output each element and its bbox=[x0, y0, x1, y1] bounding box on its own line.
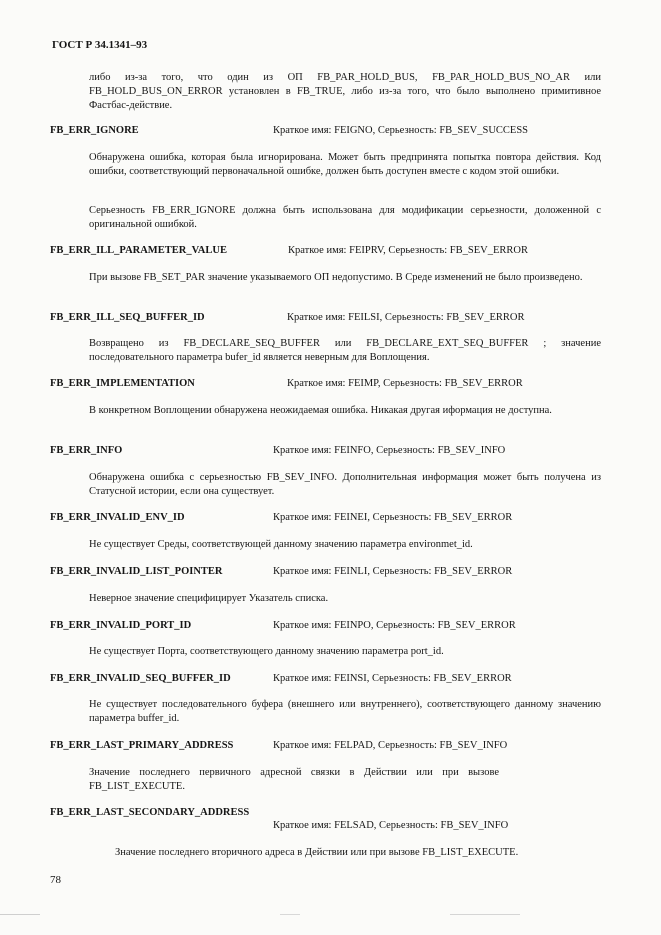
entry-name-fb-err-invalid-port-id: FB_ERR_INVALID_PORT_ID bbox=[50, 620, 192, 631]
entry-description: Обнаружена ошибка с серьезностью FB_SEV_INFO. Дополнительная информация может быть получена из Статусной истории, если она существует. bbox=[89, 472, 601, 497]
page-header: ГОСТ Р 34.1341–93 bbox=[52, 39, 148, 51]
entry-description: Обнаружена ошибка, которая была игнорирована. Может быть предпринята попытка повтора действия. Код ошибки, соответствующий первоначальной ошибке, должен быть доступен вместе с кодом этой ошибки. bbox=[89, 152, 601, 177]
entry-name-fb-err-info: FB_ERR_INFO bbox=[50, 445, 123, 456]
entry-name-fb-err-ill-seq-buffer-id: FB_ERR_ILL_SEQ_BUFFER_ID bbox=[50, 312, 205, 323]
entry-meta: Краткое имя: FEILSI, Серьезность: FB_SEV_ERROR bbox=[287, 312, 525, 323]
page-number: 78 bbox=[50, 874, 61, 886]
entry-description: Возвращено из FB_DECLARE_SEQ_BUFFER или FB_DECLARE_EXT_SEQ_BUFFER ; значение последовательного параметра bufer_id является неверным для Воплощения. bbox=[89, 338, 601, 363]
entry-description: Значение последнего первичного адресной связки в Действии или при вызове FB_LIST_EXECUTE. bbox=[89, 767, 499, 792]
entry-description: Не существует Среды, соответствующей данному значению параметра environmet_id. bbox=[89, 539, 473, 550]
entry-meta: Краткое имя: FELPAD, Серьезность: FB_SEV_INFO bbox=[273, 740, 508, 751]
intro-paragraph: либо из-за того, что один из ОП FB_PAR_HOLD_BUS, FB_PAR_HOLD_BUS_NO_AR или FB_HOLD_BUS_ON_ERROR установлен в FB_TRUE, либо из-за того, что было выполнено примитивное Фастбас-действие. bbox=[89, 72, 601, 111]
entry-name-fb-err-last-secondary-address: FB_ERR_LAST_SECONDARY_ADDRESS bbox=[50, 807, 250, 818]
entry-meta: Краткое имя: FEINSI, Серьезность: FB_SEV_ERROR bbox=[273, 673, 512, 684]
entry-name-fb-err-invalid-list-pointer: FB_ERR_INVALID_LIST_POINTER bbox=[50, 566, 223, 577]
entry-name-fb-err-implementation: FB_ERR_IMPLEMENTATION bbox=[50, 378, 195, 389]
entry-name-fb-err-invalid-seq-buffer-id: FB_ERR_INVALID_SEQ_BUFFER_ID bbox=[50, 673, 231, 684]
entry-meta: Краткое имя: FEINPO, Серьезность: FB_SEV_ERROR bbox=[273, 620, 516, 631]
entry-meta: Краткое имя: FEINFO, Серьезность: FB_SEV_INFO bbox=[273, 445, 506, 456]
entry-meta: Краткое имя: FELSAD, Серьезность: FB_SEV_INFO bbox=[273, 820, 509, 831]
entry-meta: Краткое имя: FEIPRV, Серьезность: FB_SEV_ERROR bbox=[288, 245, 528, 256]
entry-description: Неверное значение специфицирует Указатель списка. bbox=[89, 593, 329, 604]
entry-meta: Краткое имя: FEINEI, Серьезность: FB_SEV_ERROR bbox=[273, 512, 513, 523]
entry-description: Не существует Порта, соответствующего данному значению параметра port_id. bbox=[89, 646, 444, 657]
scan-edge-rule bbox=[0, 914, 661, 915]
entry-meta: Краткое имя: FEIMP, Серьезность: FB_SEV_ERROR bbox=[287, 378, 523, 389]
entry-name-fb-err-last-primary-address: FB_ERR_LAST_PRIMARY_ADDRESS bbox=[50, 740, 234, 751]
entry-description: Не существует последовательного буфера (внешнего или внутреннего), соответствующего данному значению параметра buffer_id. bbox=[89, 699, 601, 724]
entry-description: В конкретном Воплощении обнаружена неожидаемая ошибка. Никакая другая иформация не доступна. bbox=[89, 405, 552, 416]
entry-name-fb-err-ill-parameter-value: FB_ERR_ILL_PARAMETER_VALUE bbox=[50, 245, 227, 256]
entry-description: Серьезность FB_ERR_IGNORE должна быть использована для модификации серьезности, доложенной с оригинальной ошибкой. bbox=[89, 205, 601, 230]
entry-name-fb-err-invalid-env-id: FB_ERR_INVALID_ENV_ID bbox=[50, 512, 185, 523]
entry-name-fb-err-ignore: FB_ERR_IGNORE bbox=[50, 125, 139, 136]
entry-description: При вызове FB_SET_PAR значение указываемого ОП недопустимо. В Среде изменений не было произведено. bbox=[89, 272, 583, 283]
entry-meta: Краткое имя: FEINLI, Серьезность: FB_SEV_ERROR bbox=[273, 566, 513, 577]
entry-description: Значение последнего вторичного адреса в Действии или при вызове FB_LIST_EXECUTE. bbox=[115, 847, 519, 858]
entry-meta: Краткое имя: FEIGNO, Серьезность: FB_SEV_SUCCESS bbox=[273, 125, 529, 136]
